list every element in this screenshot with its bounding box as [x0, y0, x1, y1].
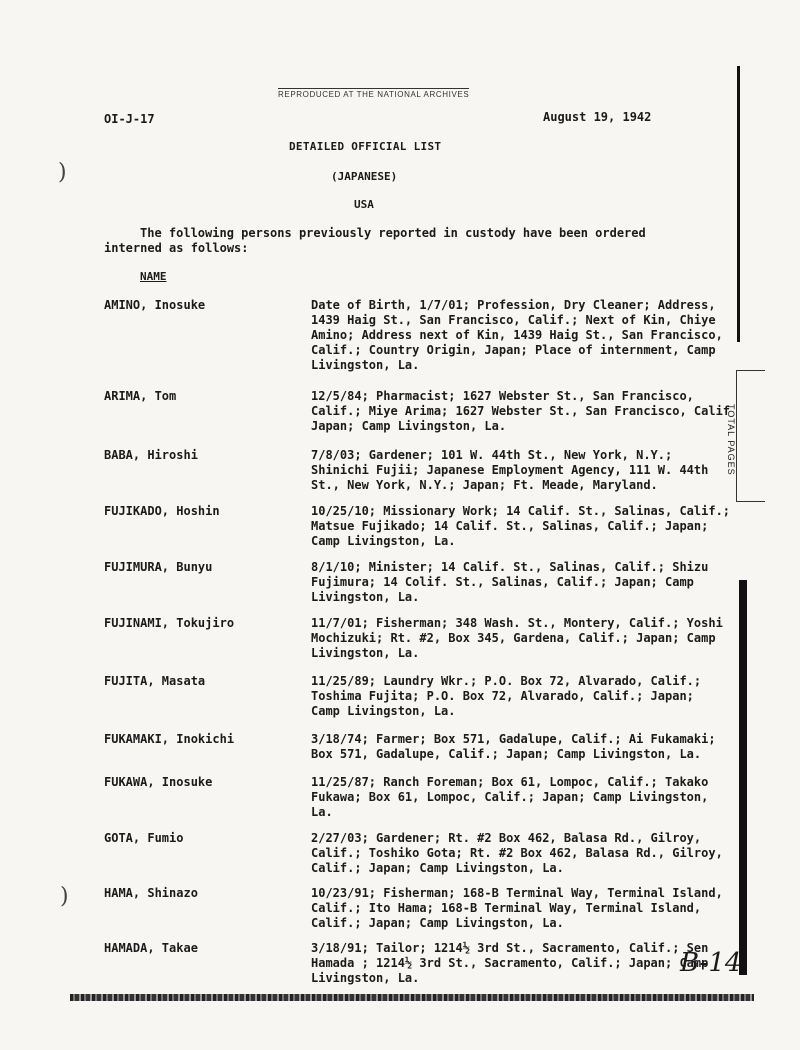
intro-line: interned as follows: [104, 241, 249, 255]
internee-details [311, 504, 731, 549]
internee-details [311, 732, 731, 762]
internee-details [311, 831, 731, 876]
detail-line: Matsue Fujikado; 14 Calif. St., Salinas, Calif.; Japan; [311, 519, 709, 533]
internee-details [311, 389, 731, 434]
internee-name: AMINO, Inosuke [104, 298, 206, 312]
internee-name: FUJITA, Masata [104, 674, 206, 688]
margin-bar [739, 580, 747, 975]
internee-name: FUKAMAKI, Inokichi [104, 732, 235, 746]
detail-line: 3/18/91; Tailor; 1214½ 3rd St., Sacramento, Calif.; Sen [311, 941, 709, 955]
detail-line: Calif.; Country Origin, Japan; Place of internment, Camp [311, 343, 716, 357]
detail-line: Shinichi Fujii; Japanese Employment Agency, 111 W. 44th [311, 463, 709, 477]
detail-line: La. [311, 805, 333, 819]
internee-details [311, 616, 731, 661]
internee-name: HAMADA, Takae [104, 941, 198, 955]
intro-paragraph [104, 226, 664, 256]
internee-details [311, 298, 731, 373]
handwritten-note: B-14 [680, 948, 742, 978]
detail-line: Mochizuki; Rt. #2, Box 345, Gardena, Calif.; Japan; Camp [311, 631, 716, 645]
margin-bracket-mark: ) [60, 884, 69, 909]
detail-line: 7/8/03; Gardener; 101 W. 44th St., New York, N.Y.; [311, 448, 673, 462]
detail-line: 3/18/74; Farmer; Box 571, Gadalupe, Calif.; Ai Fukamaki; [311, 732, 716, 746]
detail-line: Fujimura; 14 Colif. St., Salinas, Calif.; Japan; Camp [311, 575, 694, 589]
document-id: OI-J-17 [104, 112, 155, 126]
detail-line: Livingston, La. [311, 971, 420, 985]
internee-name: GOTA, Fumio [104, 831, 184, 845]
detail-line: Calif.; Japan; Camp Livingston, La. [311, 861, 564, 875]
detail-line: Calif.; Miye Arima; 1627 Webster St., San Francisco, Calif [311, 404, 731, 418]
internee-name: FUKAWA, Inosuke [104, 775, 213, 789]
detail-line: Calif.; Toshiko Gota; Rt. #2 Box 462, Balasa Rd., Gilroy, [311, 846, 723, 860]
detail-line: 10/25/10; Missionary Work; 14 Calif. St., Salinas, Calif.; [311, 504, 731, 518]
detail-line: Camp Livingston, La. [311, 704, 456, 718]
detail-line: 10/23/91; Fisherman; 168-B Terminal Way, Terminal Island, [311, 886, 723, 900]
internee-details [311, 886, 731, 931]
detail-line: Calif.; Japan; Camp Livingston, La. [311, 916, 564, 930]
detail-line: 8/1/10; Minister; 14 Calif. St., Salinas, Calif.; Shizu [311, 560, 709, 574]
detail-line: Date of Birth, 1/7/01; Profession, Dry Cleaner; Address, [311, 298, 716, 312]
document-date: August 19, 1942 [543, 110, 652, 124]
internee-name: FUJIMURA, Bunyu [104, 560, 213, 574]
detail-line: Fukawa; Box 61, Lompoc, Calif.; Japan; Camp Livingston, [311, 790, 709, 804]
name-column-header: NAME [140, 270, 167, 283]
page-tab-outline [736, 370, 765, 502]
internee-details [311, 775, 731, 820]
internee-name: HAMA, Shinazo [104, 886, 198, 900]
document-country: USA [354, 198, 374, 211]
scan-edge-strip [70, 994, 754, 1001]
internee-name: FUJIKADO, Hoshin [104, 504, 220, 518]
detail-line: 1439 Haig St., San Francisco, Calif.; Next of Kin, Chiye [311, 313, 716, 327]
intro-line: The following persons previously reported in custody have been ordered [140, 226, 646, 240]
margin-bar [737, 66, 740, 342]
detail-line: Japan; Camp Livingston, La. [311, 419, 507, 433]
detail-line: Box 571, Gadalupe, Calif.; Japan; Camp Livingston, La. [311, 747, 702, 761]
detail-line: St., New York, N.Y.; Japan; Ft. Meade, Maryland. [311, 478, 658, 492]
detail-line: 11/25/89; Laundry Wkr.; P.O. Box 72, Alvarado, Calif.; [311, 674, 702, 688]
detail-line: Calif.; Ito Hama; 168-B Terminal Way, Terminal Island, [311, 901, 702, 915]
internee-details [311, 941, 731, 986]
document-subtitle: (JAPANESE) [331, 170, 398, 183]
margin-bracket-mark: ) [58, 160, 67, 185]
detail-line: Camp Livingston, La. [311, 534, 456, 548]
document-title: DETAILED OFFICIAL LIST [289, 140, 442, 153]
detail-line: Hamada ; 1214½ 3rd St., Sacramento, Calif.; Japan; Camp [311, 956, 709, 970]
detail-line: Livingston, La. [311, 590, 420, 604]
internee-details [311, 560, 731, 605]
detail-line: 11/25/87; Ranch Foreman; Box 61, Lompoc, Calif.; Takako [311, 775, 709, 789]
detail-line: 12/5/84; Pharmacist; 1627 Webster St., San Francisco, [311, 389, 694, 403]
internee-details [311, 448, 731, 493]
detail-line: 2/27/03; Gardener; Rt. #2 Box 462, Balasa Rd., Gilroy, [311, 831, 702, 845]
internee-name: BABA, Hiroshi [104, 448, 198, 462]
detail-line: Livingston, La. [311, 358, 420, 372]
detail-line: 11/7/01; Fisherman; 348 Wash. St., Montery, Calif.; Yoshi [311, 616, 723, 630]
detail-line: Livingston, La. [311, 646, 420, 660]
internee-name: FUJINAMI, Tokujiro [104, 616, 235, 630]
detail-line: Toshima Fujita; P.O. Box 72, Alvarado, Calif.; Japan; [311, 689, 694, 703]
archive-stamp: REPRODUCED AT THE NATIONAL ARCHIVES [278, 90, 470, 99]
internee-details [311, 674, 731, 719]
detail-line: Amino; Address next of Kin, 1439 Haig St., San Francisco, [311, 328, 723, 342]
total-pages-label: TOTAL PAGES [726, 404, 736, 476]
internee-name: ARIMA, Tom [104, 389, 177, 403]
